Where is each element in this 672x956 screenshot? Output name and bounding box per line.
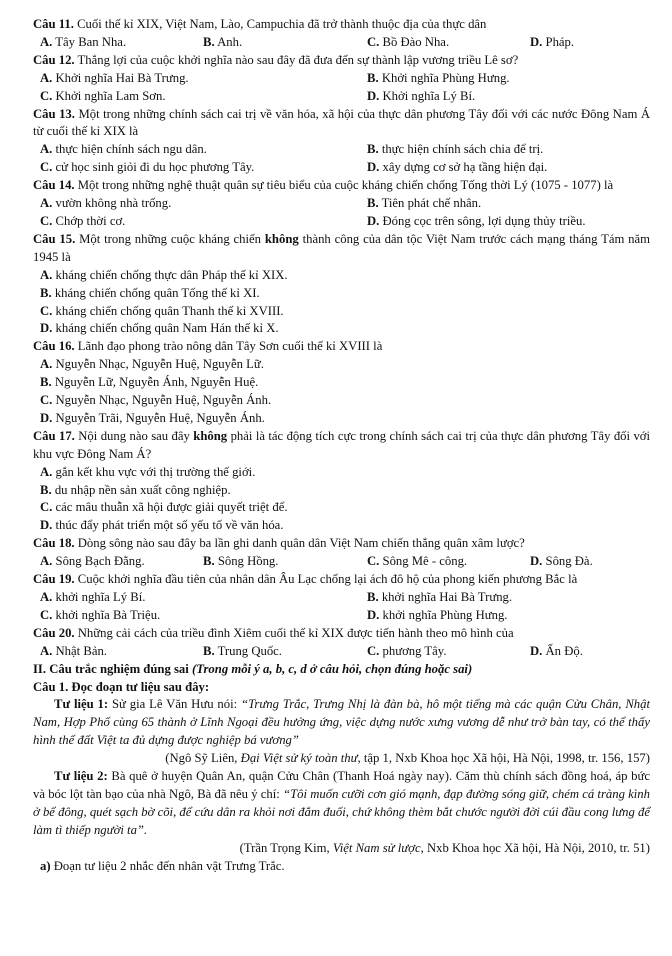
answer-option: [33, 464, 650, 482]
question-number: Câu 20.: [33, 625, 75, 640]
answer-option: [33, 553, 196, 571]
option-label: C.: [40, 500, 53, 515]
option-label: A.: [40, 643, 53, 658]
option-text: Ấn Độ.: [545, 643, 583, 658]
option-text: Chớp thời cơ.: [55, 213, 126, 228]
option-label: D.: [367, 160, 380, 175]
option-label: A.: [40, 142, 53, 157]
question-number: Câu 11.: [33, 17, 74, 31]
option-text: Tây Ban Nha.: [55, 34, 127, 49]
option-label: B.: [203, 554, 215, 569]
question-text: Lãnh đạo phong trào nông dân Tây Sơn cuối thế kỉ XVIII là: [77, 339, 383, 354]
option-label: C.: [40, 607, 53, 622]
document-1-source: (Ngô Sỹ Liên, Đại Việt sử ký toàn thư, tập 1, Nxb Khoa học Xã hội, Hà Nội, 1998, tr. 156, 157): [165, 751, 650, 766]
question-block: [33, 16, 650, 52]
document-2: Tư liệu 2: Bà quê ở huyện Quân An, quận Cửu Chân (Thanh Hoá ngày nay). Căm thù chính sách đồng hoá, áp bức và bóc lột tàn bạo của nhà Ngô, Bà đã nêu ý chí: “Tôi muốn cưỡi cơn gió mạnh, đạp đường sóng giữ, chém cá tràng kình ở bể đông, quét sạch bờ cõi, để cứu dân ra khỏi nơi đắm đuối, chứ không thèm bắt chước người đời cúi đầu cong lưng để làm tì thiếp người ta”.: [33, 769, 650, 837]
question-text: phải là tác động tích cực trong chính sách cai trị của thực dân phương Tây đối với khu vực Đông Nam Á?: [33, 428, 651, 461]
question-stem: [33, 106, 650, 142]
option-text: Nguyễn Nhạc, Nguyễn Huệ, Nguyễn Ánh.: [55, 393, 272, 408]
option-label: B.: [203, 643, 215, 658]
answer-option: [33, 213, 360, 231]
option-label: A.: [40, 357, 53, 372]
answer-option: [360, 70, 650, 88]
option-text: Tiên phát chế nhân.: [381, 196, 482, 211]
option-label: D.: [40, 518, 53, 533]
section-2: [33, 661, 650, 876]
question-block: [33, 625, 650, 661]
option-text: các mâu thuẫn xã hội được giải quyết triệt để.: [55, 500, 288, 515]
question-block: [33, 177, 650, 231]
option-label: B.: [40, 375, 52, 390]
question-stem: [33, 16, 650, 34]
question-number: Câu 19.: [33, 572, 75, 587]
answer-option: [360, 141, 650, 159]
option-label: A.: [40, 590, 53, 604]
answer-option: [33, 70, 360, 88]
option-text: Khởi nghĩa Phùng Hưng.: [381, 70, 510, 85]
option-label: A.: [40, 196, 53, 211]
option-text: kháng chiến chống quân Tống thế kỉ XI.: [54, 285, 260, 300]
option-text: du nhập nền sản xuất công nghiệp.: [54, 482, 231, 497]
question-text: Cuối thế kỉ XIX, Việt Nam, Lào, Campuchia đã trở thành thuộc địa của thực dân: [77, 17, 487, 31]
question-block: [33, 338, 650, 428]
option-label: C.: [40, 393, 53, 408]
option-label: B.: [40, 285, 52, 300]
option-label: D.: [40, 410, 53, 425]
question-block: [33, 571, 650, 625]
option-text: Nguyễn Lữ, Nguyễn Ánh, Nguyễn Huệ.: [54, 375, 259, 390]
option-text: Sông Mê - công.: [382, 554, 468, 569]
option-label: B.: [40, 482, 52, 497]
option-text: Sông Hồng.: [217, 554, 279, 569]
option-text: Nguyễn Nhạc, Nguyễn Huệ, Nguyễn Lữ.: [55, 357, 264, 372]
option-label: D.: [367, 213, 380, 228]
option-text: Đóng cọc trên sông, lợi dụng thủy triều.: [382, 213, 586, 228]
answer-option: [33, 285, 650, 303]
option-text: Khởi nghĩa Lam Sơn.: [55, 88, 166, 103]
option-label: A.: [40, 70, 53, 85]
option-label: D.: [367, 607, 380, 622]
answer-option: [33, 499, 650, 517]
question-text: Những cải cách của triều đình Xiêm cuối thế kỉ XIX được tiến hành theo mô hình của: [77, 625, 514, 640]
option-text: Nguyễn Trãi, Nguyễn Huệ, Nguyễn Ánh.: [55, 410, 265, 425]
answer-options: [33, 70, 650, 106]
answer-option: [360, 553, 523, 571]
answer-option: [360, 607, 650, 625]
question-block: [33, 535, 650, 571]
question-block: [33, 231, 650, 338]
option-label: B.: [367, 70, 379, 85]
question-block: [33, 106, 650, 178]
question-stem: [33, 625, 650, 643]
answer-option: [360, 643, 523, 661]
question-stem: [33, 338, 650, 356]
answer-option: [33, 356, 650, 374]
multiple-choice-section: [33, 16, 650, 661]
option-text: khởi nghĩa Hai Bà Trưng.: [381, 590, 513, 604]
answer-option: [33, 410, 650, 428]
option-text: kháng chiến chống quân Thanh thế kỉ XVIII.: [55, 303, 284, 318]
answer-option: [33, 303, 650, 321]
question-1-stem: Câu 1. Đọc đoạn tư liệu sau đây:: [33, 679, 210, 694]
answer-option: [523, 553, 650, 571]
answer-option: [33, 589, 360, 607]
option-label: D.: [530, 643, 543, 658]
answer-options: [33, 195, 650, 231]
statement-a: a) Đoạn tư liệu 2 nhắc đến nhân vật Trưng Trắc.: [40, 858, 285, 873]
question-stem: [33, 231, 650, 267]
option-label: A.: [40, 464, 53, 479]
answer-option: [33, 320, 650, 338]
answer-option: [360, 195, 650, 213]
option-text: Khởi nghĩa Lý Bí.: [382, 88, 476, 103]
option-label: D.: [367, 88, 380, 103]
document-1: Tư liệu 1: Sử gia Lê Văn Hưu nói: “Trưng Trắc, Trưng Nhị là đàn bà, hô một tiếng mà các quận Cửu Chân, Nhật Nam, Hợp Phố cùng 65 thành ở Lĩnh Ngoại đều hưởng ứng, việc dựng nước xưng vương dễ như trở bàn tay, có thể thấy hình thế đất Việt ta đủ dựng được nghiệp bá vương”: [33, 697, 651, 748]
option-label: C.: [367, 34, 380, 49]
answer-option: [33, 34, 196, 52]
question-text: Thắng lợi của cuộc khởi nghĩa nào sau đây đã đưa đến sự thành lập vương triều Lê sơ?: [77, 52, 519, 67]
option-label: C.: [40, 213, 53, 228]
option-text: khởi nghĩa Lý Bí.: [55, 590, 146, 604]
answer-options: [33, 267, 650, 339]
option-text: cử học sinh giỏi đi du học phương Tây.: [55, 160, 255, 175]
option-label: C.: [40, 303, 53, 318]
question-number: Câu 15.: [33, 231, 76, 246]
option-text: khởi nghĩa Phùng Hưng.: [382, 607, 508, 622]
answer-option: [360, 159, 650, 177]
emphasis-text: không: [193, 428, 228, 443]
question-stem: [33, 177, 650, 195]
question-text: Nội dung nào sau đây: [78, 428, 194, 443]
option-label: C.: [367, 554, 380, 569]
option-label: C.: [367, 643, 380, 658]
answer-option: [33, 195, 360, 213]
option-text: Trung Quốc.: [217, 643, 282, 658]
answer-option: [33, 607, 360, 625]
option-label: A.: [40, 34, 53, 49]
option-text: Anh.: [217, 34, 243, 49]
emphasis-text: không: [264, 231, 299, 246]
answer-option: [196, 34, 360, 52]
option-text: Pháp.: [545, 34, 575, 49]
option-label: C.: [40, 88, 53, 103]
question-text: Một trong những nghệ thuật quân sự tiêu biểu của cuộc kháng chiến chống Tống thời Lý (1075 - 1077) là: [77, 178, 614, 193]
answer-option: [33, 517, 650, 535]
option-label: B.: [367, 196, 379, 211]
option-text: kháng chiến chống quân Nam Hán thế kỉ X.: [55, 321, 279, 336]
answer-options: [33, 34, 650, 52]
question-number: Câu 13.: [33, 106, 75, 121]
option-label: B.: [367, 590, 379, 604]
answer-option: [360, 213, 650, 231]
option-text: thực hiện chính sách chia để trị.: [381, 142, 544, 157]
option-label: A.: [40, 554, 53, 569]
answer-option: [360, 589, 650, 607]
option-text: thực hiện chính sách ngu dân.: [55, 142, 207, 157]
answer-option: [33, 374, 650, 392]
question-stem: [33, 571, 650, 589]
question-stem: [33, 52, 650, 70]
answer-option: [196, 643, 360, 661]
answer-option: [360, 34, 523, 52]
option-text: phương Tây.: [382, 643, 447, 658]
answer-options: [33, 643, 650, 661]
option-text: xây dựng cơ sở hạ tầng hiện đại.: [382, 160, 548, 175]
option-text: Sông Bạch Đằng.: [55, 554, 145, 569]
option-label: D.: [40, 321, 53, 336]
answer-option: [33, 392, 650, 410]
option-text: Khởi nghĩa Hai Bà Trưng.: [55, 70, 189, 85]
question-block: [33, 52, 650, 106]
option-label: B.: [203, 34, 215, 49]
option-text: gắn kết khu vực với thị trường thế giới.: [55, 464, 256, 479]
document-2-source: (Trần Trọng Kim, Việt Nam sử lược, Nxb Khoa học Xã hội, Hà Nội, 2010, tr. 51): [239, 840, 650, 855]
answer-option: [33, 482, 650, 500]
answer-option: [33, 267, 650, 285]
answer-option: [33, 159, 360, 177]
answer-option: [196, 553, 360, 571]
question-number: Câu 12.: [33, 52, 75, 67]
option-label: D.: [530, 554, 543, 569]
question-number: Câu 14.: [33, 178, 75, 193]
option-text: thúc đẩy phát triển một số yếu tố về văn hóa.: [55, 518, 284, 533]
question-text: Một trong những chính sách cai trị về văn hóa, xã hội của thực dân phương Tây đối với các nước Đông Nam Á từ cuối thế kỉ XIX là: [33, 106, 651, 139]
answer-options: [33, 464, 650, 536]
question-block: [33, 428, 650, 535]
question-stem: [33, 535, 650, 553]
option-text: khởi nghĩa Bà Triệu.: [55, 607, 161, 622]
question-text: Dòng sông nào sau đây ba lần ghi danh quân dân Việt Nam chiến thắng quân xâm lược?: [77, 536, 525, 551]
option-text: Sông Đà.: [545, 554, 593, 569]
option-label: A.: [40, 267, 53, 282]
answer-option: [33, 88, 360, 106]
answer-options: [33, 553, 650, 571]
answer-option: [33, 643, 196, 661]
option-text: kháng chiến chống thực dân Pháp thế kỉ XIX.: [55, 267, 288, 282]
question-number: Câu 17.: [33, 428, 75, 443]
option-label: B.: [367, 142, 379, 157]
question-text: thành công của dân tộc Việt Nam trước cách mạng tháng Tám năm 1945 là: [33, 231, 651, 264]
answer-options: [33, 141, 650, 177]
question-number: Câu 18.: [33, 536, 75, 551]
answer-option: [523, 643, 650, 661]
answer-options: [33, 356, 650, 428]
option-text: vườn không nhà trống.: [55, 196, 172, 211]
answer-option: [360, 88, 650, 106]
question-stem: [33, 428, 650, 464]
option-label: C.: [40, 160, 53, 175]
option-text: Nhật Bản.: [55, 643, 107, 658]
option-label: D.: [530, 34, 543, 49]
question-text: Một trong những cuộc kháng chiến: [79, 231, 265, 246]
answer-option: [523, 34, 650, 52]
option-text: Bồ Đào Nha.: [382, 34, 450, 49]
question-number: Câu 16.: [33, 339, 75, 354]
section-2-title: II. Câu trắc nghiệm đúng sai (Trong mỗi ý a, b, c, d ở câu hỏi, chọn đúng hoặc sai): [33, 661, 473, 676]
question-text: Cuộc khởi nghĩa đầu tiên của nhân dân Âu Lạc chống lại ách đô hộ của phong kiến phương Bắc là: [77, 572, 578, 587]
answer-options: [33, 589, 650, 625]
answer-option: [33, 141, 360, 159]
